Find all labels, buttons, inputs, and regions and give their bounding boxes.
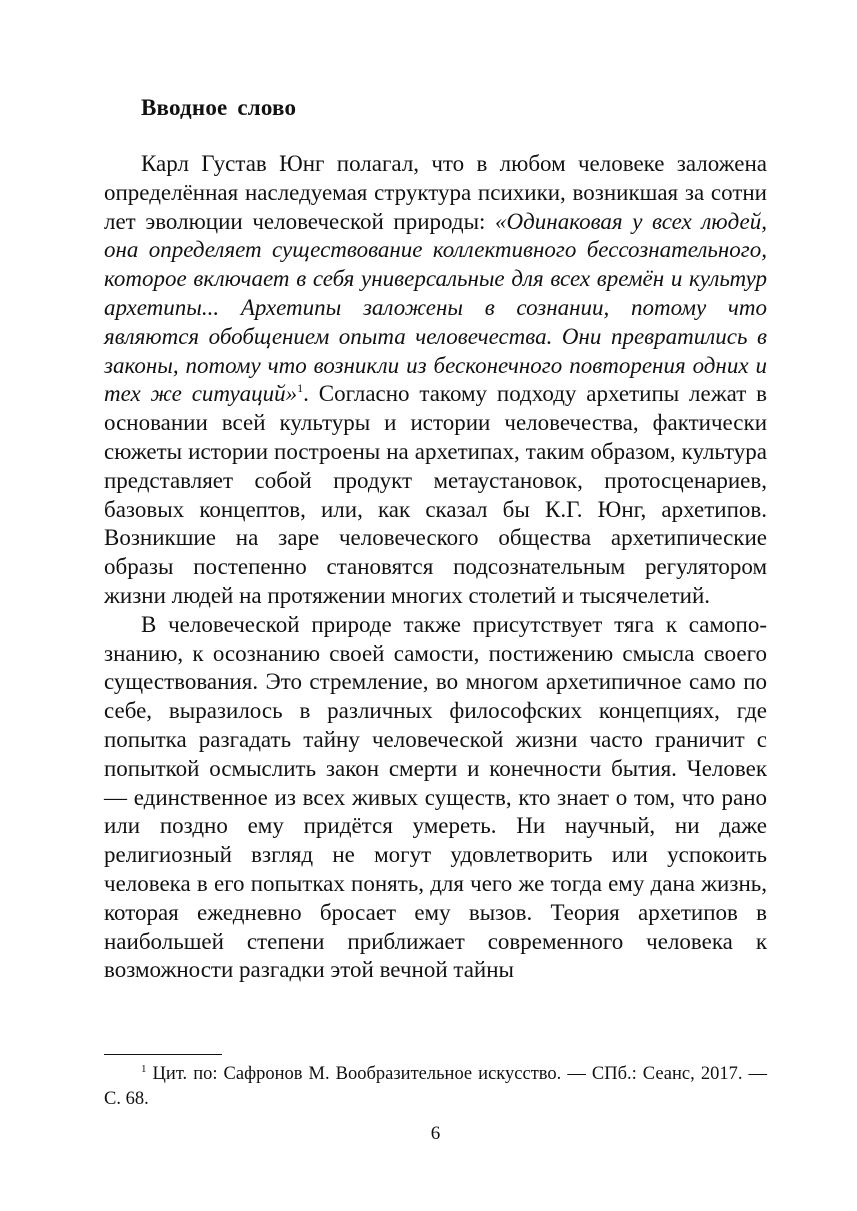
jung-quote: «Одинаковая у всех людей, она определяет существование коллективного бессознательного, которое включает в себя универсальные для всех времён и культур архетипы... Архетипы заложены в сознании, потому что являются обобщением опыта человечества. Они превратились в законы, потому что возникли из бесконечного повторения одних и тех же ситуаций»: [104, 208, 767, 407]
body-text: [104, 150, 767, 985]
footnote-text: Цит. по: Сафронов М. Вообразительное искусство. — СПб.: Сеанс, 2017. — С. 68.: [104, 1064, 767, 1109]
footnote-mark: 1: [141, 1063, 147, 1075]
footnote-divider: [104, 1054, 222, 1055]
page-number: 6: [430, 1123, 441, 1144]
paragraph-1-rest: . Согласно такому подходу архетипы лежат в основании всей культуры и истории человечества, фактически сюжеты истории построены на архетипах, таким образом, культура представляет собой продукт метаустановок, протосценариев, базовых концептов, или, как сказал бы К.Г. Юнг, архетипов. Возникшие на заре человеческого общества архетипические образы постепенно становятся подсознательным регулятором жизни людей на протяжении многих столетий и тысячелетий.: [104, 381, 767, 608]
footnote-reference[interactable]: 1: [297, 381, 304, 396]
paragraph-1-lead: Карл Густав Юнг полагал, что в любом человеке заложена определённая наследуемая структура психики, возникшая за сотни лет эволюции человеческой природы:: [104, 151, 767, 234]
paragraph-1: [104, 150, 767, 611]
paragraph-2: В человеческой природе также присутствует тяга к самопознанию, к осознанию своей самости, постижению смысла своего существования. Это стремление, во многом архетипичное само по себе, выразилось в различных философских концепциях, где попытка разгадать тайну человеческой жизни часто граничит с попыткой осмыслить закон смерти и конечности бытия. Человек — единственное из всех живых существ, кто знает о том, что рано или поздно ему придётся умереть. Ни научный, ни даже религиозный взгляд не могут удовлетворить или успокоить человека в его попытках понять, для чего же тогда ему дана жизнь, которая ежедневно бросает ему вызов. Теория архетипов в наибольшей степени приближает современного человека к возможности разгадки этой вечной тайны: [104, 611, 767, 983]
section-heading: Вводное слово: [141, 95, 297, 120]
footnote: [104, 1062, 767, 1112]
book-page: [104, 0, 767, 1211]
